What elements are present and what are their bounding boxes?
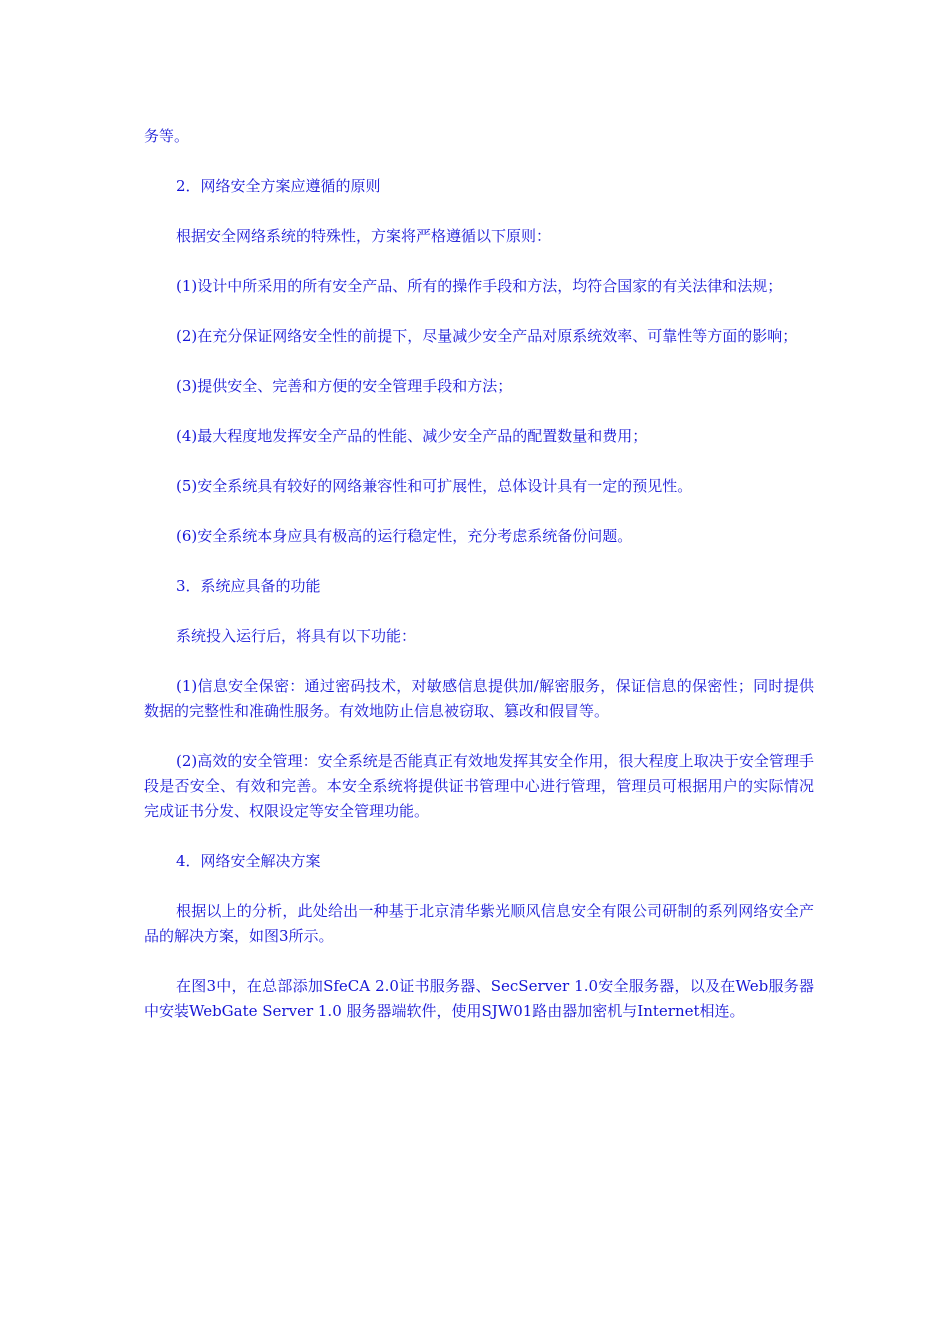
list-item-principle-6: (6)安全系统本身应具有极高的运行稳定性，充分考虑系统备份问题。 [176,527,633,545]
list-item-function-1: (1)信息安全保密：通过密码技术，对敏感信息提供加/解密服务，保证信息的保密性；同时提供数据的完整性和准确性服务。有效地防止信息被窃取、篡改和假冒等。 [144,677,814,720]
paragraph-solution-intro: 根据以上的分析，此处给出一种基于北京清华紫光顺风信息安全有限公司研制的系列网络安全产品的解决方案，如图3所示。 [144,902,814,945]
list-item-function-2: (2)高效的安全管理：安全系统是否能真正有效地发挥其安全作用，很大程度上取决于安全管理手段是否安全、有效和完善。本安全系统将提供证书管理中心进行管理，管理员可根据用户的实际情况完成证书分发、权限设定等安全管理功能。 [144,752,814,820]
section-heading-functions: 3．系统应具备的功能 [176,577,321,595]
list-item-principle-1: (1)设计中所采用的所有安全产品、所有的操作手段和方法，均符合国家的有关法律和法规； [176,277,783,295]
paragraph-solution-detail: 在图3中，在总部添加SfeCA 2.0证书服务器、SecServer 1.0安全服务器，以及在Web服务器中安装WebGate Server 1.0 服务器端软件，使用SJW01路由器加密机与Internet相连。 [144,977,814,1020]
paragraph-functions-intro: 系统投入运行后，将具有以下功能： [176,627,417,645]
list-item-principle-3: (3)提供安全、完善和方便的安全管理手段和方法； [176,377,513,395]
paragraph-continuation: 务等。 [144,127,190,145]
list-item-principle-2: (2)在充分保证网络安全性的前提下，尽量减少安全产品对原系统效率、可靠性等方面的影响； [176,327,798,345]
paragraph-principles-intro: 根据安全网络系统的特殊性，方案将严格遵循以下原则： [176,227,552,245]
document-body [144,124,814,1049]
list-item-principle-4: (4)最大程度地发挥安全产品的性能、减少安全产品的配置数量和费用； [176,427,648,445]
section-heading-solution: 4．网络安全解决方案 [176,852,321,870]
section-heading-principles: 2．网络安全方案应遵循的原则 [176,177,381,195]
list-item-principle-5: (5)安全系统具有较好的网络兼容性和可扩展性，总体设计具有一定的预见性。 [176,477,693,495]
